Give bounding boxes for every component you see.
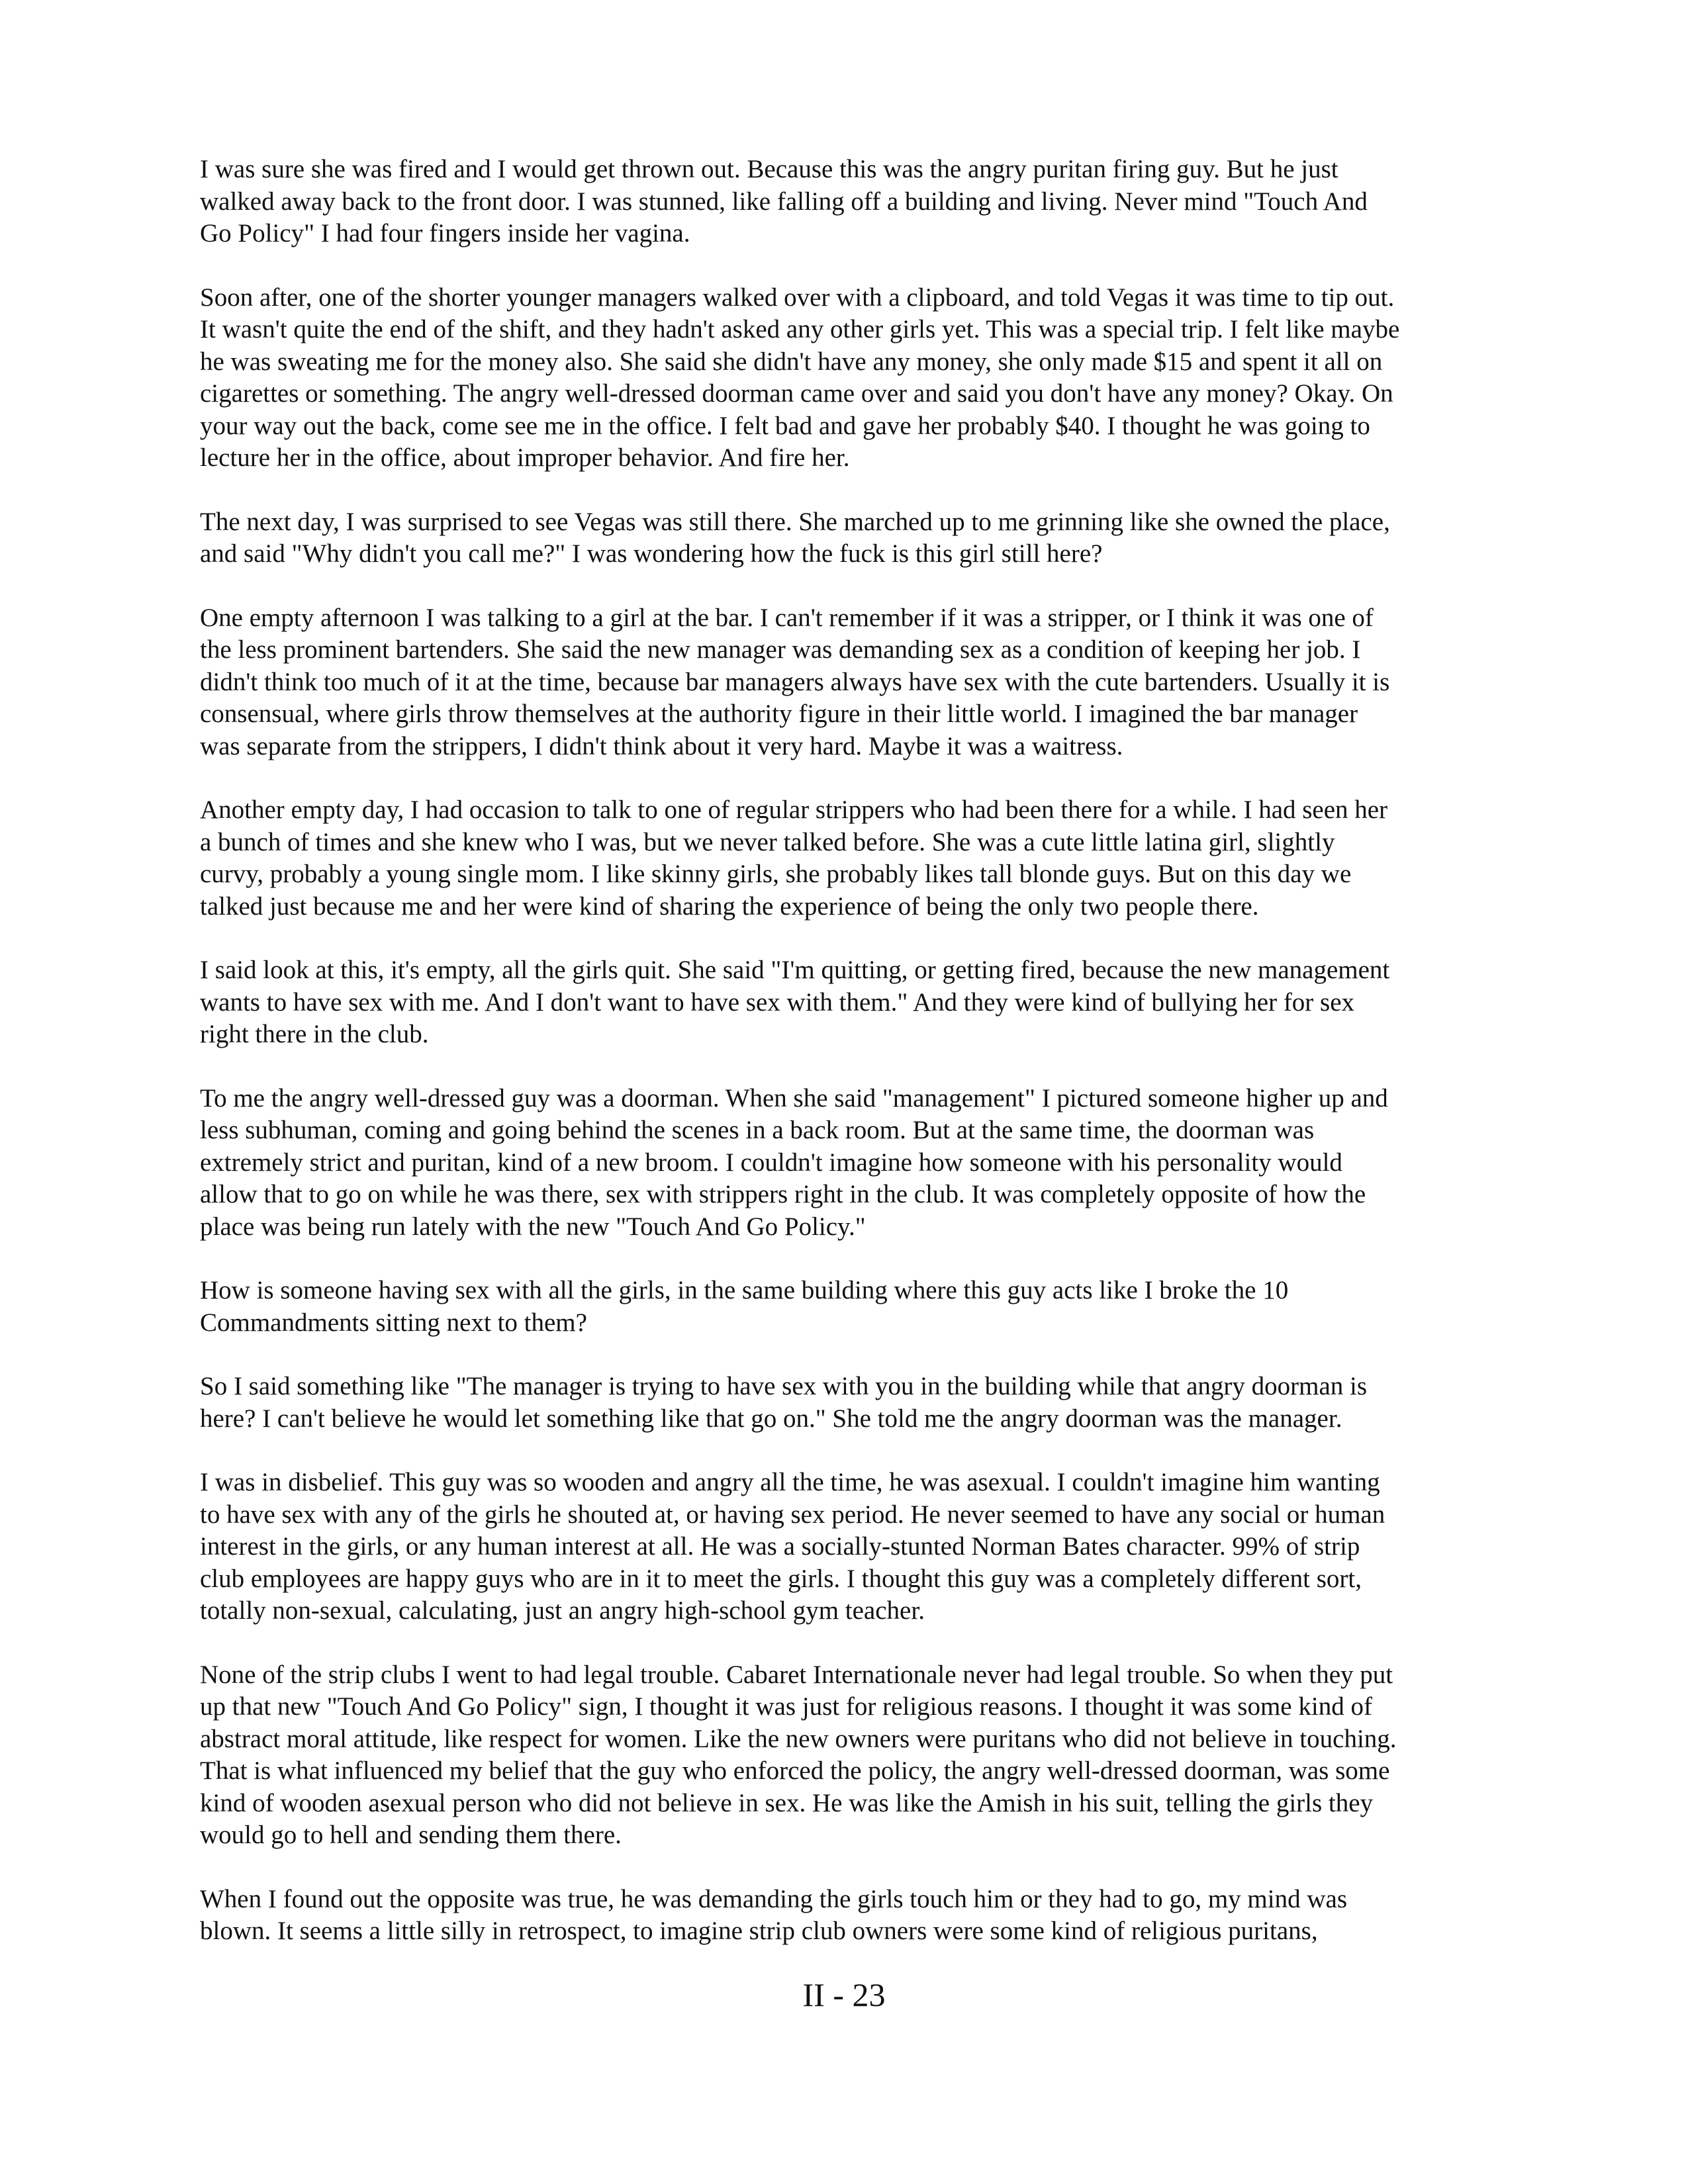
paragraph-4: One empty afternoon I was talking to a girl at the bar. I can't remember if it was a stripper, or I think it was one of the less prominent bartenders. She said the new manager was demanding sex as a condition of keeping her job. I didn't think too much of it at the time, because bar managers always have sex with the cute bartenders. Usually it is consensual, where girls throw themselves at the authority figure in their little world. I imagined the bar manager was separate from the strippers, I didn't think about it very hard. Maybe it was a waitress. [200,603,1390,760]
paragraph-3: The next day, I was surprised to see Vegas was still there. She marched up to me grinning like she owned the place, and said "Why didn't you call me?" I was wondering how the fuck is this girl still here? [200,507,1390,568]
paragraph-9: So I said something like "The manager is trying to have sex with you in the building while that angry doorman is here? I can't believe he would let something like that go on." She told me the angry doorman was the manager. [200,1372,1368,1433]
paragraph-1: I was sure she was fired and I would get thrown out. Because this was the angry puritan firing guy. But he just walked away back to the front door. I was stunned, like falling off a building and living. Never mind "Touch And Go Policy" I had four fingers inside her vagina. [200,155,1368,248]
paragraph-6: I said look at this, it's empty, all the girls quit. She said "I'm quitting, or getting fired, because the new management wants to have sex with me. And I don't want to have sex with them." And they were kind of bullying her for sex right there in the club. [200,956,1390,1048]
page-number: II - 23 [802,1976,886,2013]
paragraph-12: When I found out the opposite was true, he was demanding the girls touch him or they had to go, my mind was blown. It seems a little silly in retrospect, to imagine strip club owners were some kind of religious puritans, [200,1884,1348,1945]
document-body [200,154,1491,1979]
paragraph-8: How is someone having sex with all the girls, in the same building where this guy acts like I broke the 10 Commandments sitting next to them? [200,1276,1289,1337]
paragraph-2: Soon after, one of the shorter younger managers walked over with a clipboard, and told Vegas it was time to tip out. It wasn't quite the end of the shift, and they hadn't asked any other girls yet. This was a special trip. I felt like maybe he was sweating me for the money also. She said she didn't have any money, she only made $15 and spent it all on cigarettes or something. The angry well-dressed doorman came over and said you don't have any money? Okay. On your way out the back, come see me in the office. I felt bad and gave her probably $40. I thought he was going to lecture her in the office, about improper behavior. And fire her. [200,283,1400,472]
paragraph-10: I was in disbelief. This guy was so wooden and angry all the time, he was asexual. I couldn't imagine him wanting to have sex with any of the girls he shouted at, or having sex period. He never seemed to have any social or human interest in the girls, or any human interest at all. He was a socially-stunted Norman Bates character. 99% of strip club employees are happy guys who are in it to meet the girls. I thought this guy was a completely different sort, totally non-sexual, calculating, just an angry high-school gym teacher. [200,1468,1385,1625]
paragraph-5: Another empty day, I had occasion to talk to one of regular strippers who had been there for a while. I had seen her a bunch of times and she knew who I was, but we never talked before. She was a cute little latina girl, slightly curvy, probably a young single mom. I like skinny girls, she probably likes tall blonde guys. But on this day we talked just because me and her were kind of sharing the experience of being the only two people there. [200,796,1388,921]
paragraph-11: None of the strip clubs I went to had legal trouble. Cabaret Internationale never had legal trouble. So when they put up that new "Touch And Go Policy" sign, I thought it was just for religious reasons. I thought it was some kind of abstract moral attitude, like respect for women. Like the new owners were puritans who did not believe in touching. That is what influenced my belief that the guy who enforced the policy, the angry well-dressed doorman, was some kind of wooden asexual person who did not believe in sex. He was like the Amish in his suit, telling the girls they would go to hell and sending them there. [200,1660,1397,1849]
paragraph-7: To me the angry well-dressed guy was a doorman. When she said "management" I pictured someone higher up and less subhuman, coming and going behind the scenes in a back room. But at the same time, the doorman was extremely strict and puritan, kind of a new broom. I couldn't imagine how someone with his personality would allow that to go on while he was there, sex with strippers right in the club. It was completely opposite of how the place was being run lately with the new "Touch And Go Policy." [200,1083,1388,1241]
